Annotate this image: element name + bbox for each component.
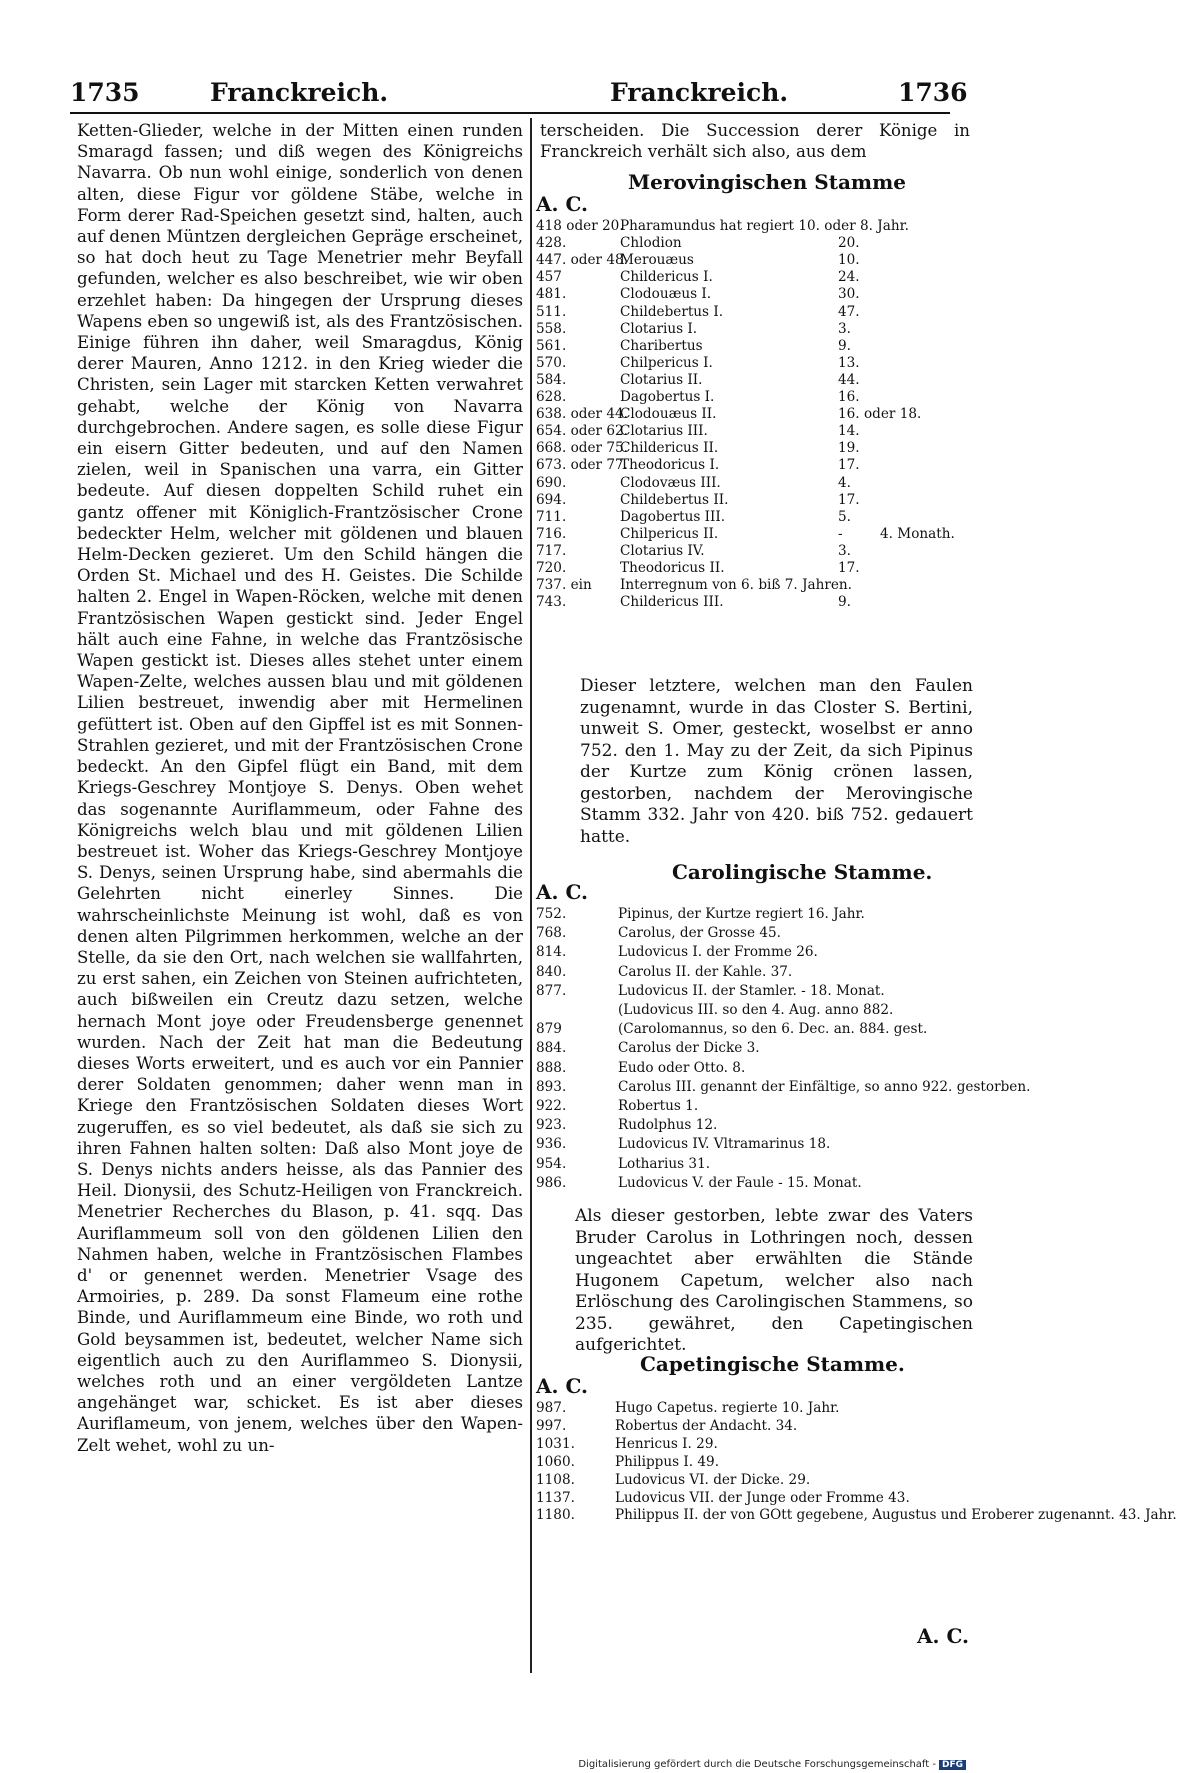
credit-text: Digitalisierung gefördert durch die Deutsche Forschungsgemeinschaft - <box>578 1759 936 1770</box>
catchword: A. C. <box>917 1624 969 1648</box>
capetian-cell: Robertus der Andacht. 34. <box>615 1417 798 1434</box>
carolingian-cell: 840. <box>536 963 567 980</box>
merovingian-cell: 17. <box>838 491 860 508</box>
merovingian-note <box>580 676 973 848</box>
merovingian-cell: Childebertus I. <box>620 303 724 320</box>
capetian-cell: Henricus I. 29. <box>615 1435 718 1452</box>
merovingian-cell: Childericus III. <box>620 594 724 611</box>
carolingian-cell: 888. <box>536 1059 567 1076</box>
merovingian-cell: Clodouæus II. <box>620 406 717 423</box>
left-running-title: Franckreich. <box>210 78 389 107</box>
carolingian-note-text: Als dieser gestorben, lebte zwar des Vaters Bruder Carolus in Lothringen noch, dessen ungeachtet aber erwählten die Stände Hugonem Capetum, welcher also nach Erlöschung des Carolingischen Stammens, so 235. gewähret, den Capetingischen aufgerichtet. <box>575 1206 973 1355</box>
capetian-cell: 987. <box>536 1400 567 1416</box>
merovingian-cell: 561. <box>536 337 567 354</box>
capetian-cell: Hugo Capetus. regierte 10. Jahr. <box>615 1400 840 1416</box>
intro-text: terscheiden. Die Succession derer Könige in Franckreich verhält sich also, aus dem <box>540 121 970 162</box>
capetian-cell: 1060. <box>536 1453 575 1470</box>
merovingian-cell: 654. oder 62. <box>536 423 628 440</box>
capetian-cell: 1137. <box>536 1489 575 1506</box>
capetian-cell: 1031. <box>536 1435 575 1452</box>
merovingian-cell: 558. <box>536 320 567 337</box>
merovingian-cell: 638. oder 44. <box>536 406 628 423</box>
carolingian-cell: Rudolphus 12. <box>618 1117 718 1134</box>
merovingian-cell: 694. <box>536 491 567 508</box>
merovingian-cell: 584. <box>536 371 567 388</box>
carolingian-ac-label: A. C. <box>536 880 588 904</box>
merovingian-cell: Clodovæus III. <box>620 474 721 491</box>
carolingian-cell: Lotharius 31. <box>618 1155 711 1172</box>
column-divider <box>530 118 532 1673</box>
merovingian-cell: 3. <box>838 542 851 559</box>
merovingian-cell: 716. <box>536 525 567 542</box>
merovingian-cell: 24. <box>838 269 860 286</box>
merovingian-cell: Childericus II. <box>620 440 719 457</box>
carolingian-cell: Ludovicus I. der Fromme 26. <box>618 944 818 961</box>
merovingian-cell: - <box>838 525 843 542</box>
capetian-cell: 997. <box>536 1417 567 1434</box>
merovingian-cell: 481. <box>536 286 567 303</box>
merovingian-cell: 673. oder 77. <box>536 457 628 474</box>
merovingian-cell: Dagobertus I. <box>620 389 715 405</box>
merovingian-cell: 3. <box>838 320 851 337</box>
merovingian-cell: Clodouæus I. <box>620 286 712 303</box>
carolingian-cell: (Ludovicus III. so den 4. Aug. anno 882. <box>618 1002 894 1018</box>
carolingian-cell: 814. <box>536 944 567 961</box>
carolingian-cell: Robertus 1. <box>618 1098 699 1114</box>
capetian-cell: 1180. <box>536 1507 575 1524</box>
merovingian-cell: Merouæus <box>620 252 694 269</box>
merovingian-cell: Dagobertus III. <box>620 508 726 525</box>
merovingian-cell: Childebertus II. <box>620 491 729 508</box>
carolingian-title: Carolingische Stamme. <box>672 860 933 884</box>
merovingian-cell: 4. <box>838 474 851 491</box>
carolingian-cell: 922. <box>536 1098 567 1114</box>
merovingian-cell: 17. <box>838 560 860 576</box>
merovingian-cell: Pharamundus hat regiert 10. oder 8. Jahr. <box>620 218 909 234</box>
carolingian-cell: 752. <box>536 906 567 922</box>
merovingian-cell: 47. <box>838 303 860 320</box>
carolingian-cell: 879 <box>536 1021 562 1038</box>
merovingian-cell: Clotarius III. <box>620 423 708 440</box>
carolingian-cell: 877. <box>536 982 567 999</box>
carolingian-cell: Carolus II. der Kahle. 37. <box>618 963 793 980</box>
merovingian-cell: Clotarius II. <box>620 371 703 388</box>
merovingian-cell: 16. oder 18. <box>838 406 922 423</box>
capetian-cell: Philippus II. der von GOtt gegebene, Augustus und Eroberer zugenannt. 43. Jahr. <box>615 1507 1177 1524</box>
merovingian-ac-label: A. C. <box>536 192 588 216</box>
merovingian-cell: Chilpericus I. <box>620 354 713 371</box>
merovingian-cell: 16. <box>838 389 860 405</box>
carolingian-cell: Ludovicus II. der Stamler. - 18. Monat. <box>618 982 885 999</box>
merovingian-cell: 717. <box>536 542 567 559</box>
merovingian-cell: 428. <box>536 235 567 252</box>
merovingian-cell: 9. <box>838 337 851 354</box>
merovingian-cell: Theodoricus I. <box>620 457 720 474</box>
carolingian-cell: Carolus III. genannt der Einfältige, so anno 922. gestorben. <box>618 1078 1031 1095</box>
carolingian-cell: 884. <box>536 1040 567 1057</box>
merovingian-cell: 737. ein <box>536 577 592 594</box>
merovingian-cell: 13. <box>838 354 860 371</box>
capetian-cell: Ludovicus VII. der Junge oder Fromme 43. <box>615 1489 910 1506</box>
merovingian-cell: 10. <box>838 252 860 269</box>
carolingian-note <box>575 1206 973 1357</box>
merovingian-cell: 668. oder 75. <box>536 440 628 457</box>
carolingian-cell: 768. <box>536 925 567 942</box>
carolingian-cell: Carolus der Dicke 3. <box>618 1040 760 1057</box>
capetian-cell: Ludovicus VI. der Dicke. 29. <box>615 1471 811 1488</box>
merovingian-cell: 20. <box>838 235 860 252</box>
merovingian-cell: Childericus I. <box>620 269 713 286</box>
merovingian-cell: 418 oder 20. <box>536 218 624 234</box>
merovingian-cell: Clotarius I. <box>620 320 698 337</box>
merovingian-cell: 44. <box>838 371 860 388</box>
dfg-logo: DFG <box>939 1760 966 1770</box>
carolingian-cell: Pipinus, der Kurtze regiert 16. Jahr. <box>618 906 865 922</box>
merovingian-cell: 17. <box>838 457 860 474</box>
digitization-credit <box>578 1759 966 1770</box>
carolingian-cell: 936. <box>536 1136 567 1153</box>
merovingian-cell: Clotarius IV. <box>620 542 705 559</box>
merovingian-cell: 690. <box>536 474 567 491</box>
merovingian-cell: 711. <box>536 508 567 525</box>
left-page-number: 1735 <box>70 78 140 107</box>
carolingian-cell: 923. <box>536 1117 567 1134</box>
merovingian-cell: Interregnum von 6. biß 7. Jahren. <box>620 577 852 594</box>
merovingian-cell: 9. <box>838 594 851 611</box>
carolingian-cell: Ludovicus V. der Faule - 15. Monat. <box>618 1174 862 1191</box>
carolingian-cell: 986. <box>536 1174 567 1191</box>
carolingian-cell: 954. <box>536 1155 567 1172</box>
merovingian-title: Merovingischen Stamme <box>628 170 906 194</box>
capetian-cell: Philippus I. 49. <box>615 1453 720 1470</box>
capetian-cell: 1108. <box>536 1471 575 1488</box>
merovingian-cell: 19. <box>838 440 860 457</box>
merovingian-cell: 511. <box>536 303 567 320</box>
right-column-intro <box>540 120 970 162</box>
right-page-number: 1736 <box>898 78 968 107</box>
header-rule <box>70 112 950 114</box>
merovingian-cell: 4. Monath. <box>880 525 955 542</box>
merovingian-cell: 628. <box>536 389 567 405</box>
merovingian-cell: Chlodion <box>620 235 682 252</box>
carolingian-cell: 893. <box>536 1078 567 1095</box>
carolingian-cell: Eudo oder Otto. 8. <box>618 1059 746 1076</box>
merovingian-cell: 570. <box>536 354 567 371</box>
merovingian-cell: 14. <box>838 423 860 440</box>
merovingian-note-text: Dieser letztere, welchen man den Faulen zugenamnt, wurde in das Closter S. Bertini, unweit S. Omer, gesteckt, woselbst er anno 752. den 1. May zu der Zeit, da sich Pipinus der Kurtze zum König crönen lassen, gestorben, nachdem der Merovingische Stamm 332. Jahr von 420. biß 752. gedauert hatte. <box>580 676 973 847</box>
merovingian-cell: 30. <box>838 286 860 303</box>
merovingian-cell: Chilpericus II. <box>620 525 719 542</box>
capetian-ac-label: A. C. <box>536 1374 588 1398</box>
merovingian-cell: 457 <box>536 269 562 286</box>
left-column <box>77 120 523 1456</box>
merovingian-cell: 720. <box>536 560 567 576</box>
merovingian-cell: 743. <box>536 594 567 611</box>
merovingian-cell: 447. oder 48. <box>536 252 628 269</box>
merovingian-cell: Charibertus <box>620 337 703 354</box>
right-running-title: Franckreich. <box>610 78 789 107</box>
merovingian-cell: Theodoricus II. <box>620 560 725 576</box>
merovingian-cell: 5. <box>838 508 851 525</box>
capetian-title: Capetingische Stamme. <box>640 1352 905 1376</box>
carolingian-cell: Ludovicus IV. Vltramarinus 18. <box>618 1136 831 1153</box>
carolingian-cell: (Carolomannus, so den 6. Dec. an. 884. gest. <box>618 1021 928 1038</box>
carolingian-cell: Carolus, der Grosse 45. <box>618 925 781 942</box>
left-column-text: Ketten-Glieder, welche in der Mitten einen runden Smaragd fassen; und diß wegen des Königreichs Navarra. Ob nun wohl einige, sonderlich von denen alten, diese Figur vor göldene Stäbe, welche in Form derer Rad-Speichen gesetzt sind, halten, auch auf denen Müntzen dergleichen Gepräge erscheinet, so hat doch heut zu Tage Menetrier mehr Beyfall gefunden, welcher es also beschreibet, wie wir oben erzehlet haben: Da hingegen der Ursprung dieses Wapens eben so ungewiß ist, als des Frantzösischen. Einige führen ihn daher, weil Smaragdus, König derer Mauren, Anno 1212. in den Krieg wieder die Christen, sein Lager mit starcken Ketten verwahret gehabt, welche der König von Navarra durchgebrochen. Andere sagen, es solle diese Figur ein eisern Gitter bedeuten, und auf den Namen zielen, weil in Spanischen una varra, ein Gitter bedeute. Auf diesen doppelten Schild ruhet ein gantz offener mit Königlich-Frantzösischer Crone bedeckter Helm, welcher mit göldenen und blauen Helm-Decken gezieret. Um den Schild hängen die Orden St. Michael und des H. Geistes. Die Schilde halten 2. Engel in Wapen-Röcken, welche mit denen Frantzösischen Wapen gestickt sind. Jeder Engel hält auch eine Fahne, in welche das Frantzösische Wapen gestickt ist. Dieses alles stehet unter einem Wapen-Zelte, welches aussen blau und mit göldenen Lilien bestreuet, inwendig aber mit Hermelinen gefüttert ist. Oben auf den Gipffel ist es mit Sonnen-Strahlen gezieret, und mit der Frantzösischen Crone bedeckt. An den Gipfel flügt ein Band, mit dem Kriegs-Geschrey Montjoye S. Denys. Oben wehet das sogenannte Auriflammeum, oder Fahne des Königreichs welch blau und mit göldenen Lilien bestreuet ist. Woher das Kriegs-Geschrey Montjoye S. Denys, seinen Ursprung habe, sind abermahls die Gelehrten nicht einerley Sinnes. Die wahrscheinlichste Meinung ist wohl, daß es von denen alten Pilgrimmen herkommen, welche an der Stelle, da sie den Ort, nach welchen sie wallfahrten, zu erst sahen, ein Zeichen von Steinen aufrichteten, auch bißweilen ein Creutz dazu setzen, welche hernach Mont joye oder Freudensberge genennet wurden. Nach der Zeit hat man die Bedeutung dieses Worts erweitert, und es auch vor ein Pannier derer Soldaten genommen; daher wenn man in Kriege den Frantzösischen Soldaten dieses Wort zugeruffen, es so viel bedeutet, als daß sie sich zu ihren Fahnen halten solten: Daß also Mont joye de S. Denys nichts anders heisse, als das Pannier des Heil. Dionysii, des Schutz-Heiligen von Franckreich. Menetrier Recherches du Blason, p. 41. sqq. Das Auriflammeum soll von den göldenen Lilien den Nahmen haben, welche in Frantzösischen Flambes d' or genennet werden. Menetrier Vsage des Armoiries, p. 289. Da sonst Flameum eine rothe Binde, und Auriflammeum eine Binde, wo roth und Gold beysammen ist, bedeutet, welcher Name sich eigentlich auch zu den Auriflammeo S. Dionysii, welches roth und an einer vergöldeten Lantze angehänget war, schicket. Es ist aber dieses Auriflameum, von jenem, welches über den Wapen-Zelt wehet, wohl zu un- <box>77 121 523 1455</box>
